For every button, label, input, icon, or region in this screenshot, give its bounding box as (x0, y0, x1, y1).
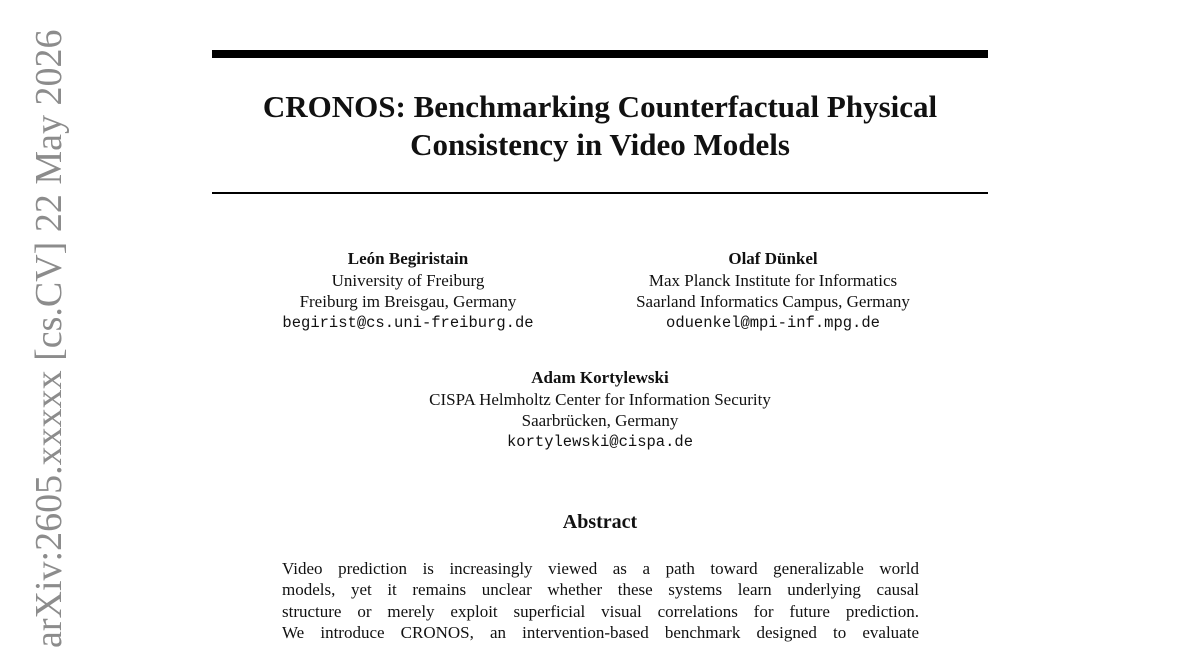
author-name: León Begiristain (347, 249, 469, 268)
author-affiliation: Max Planck Institute for Informatics (648, 270, 898, 290)
author-email[interactable]: kortylewski@cispa.de (506, 432, 694, 451)
title-bottom-rule (212, 192, 988, 194)
abstract-line: We introduce CRONOS, an intervention-based benchmark designed to evaluate (282, 622, 919, 642)
author-email[interactable]: oduenkel@mpi-inf.mpg.de (666, 313, 880, 332)
paper-title (212, 88, 988, 164)
abstract-line: Video prediction is increasingly viewed as a path toward generalizable world (282, 559, 919, 578)
abstract-body (282, 558, 919, 643)
author-block-duenkel (598, 248, 948, 334)
abstract-heading: Abstract (562, 511, 638, 533)
author-location: Saarbrücken, Germany (521, 411, 679, 430)
title-line-1: CRONOS: Benchmarking Counterfactual Physical (262, 89, 938, 124)
author-name: Adam Kortylewski (531, 368, 669, 387)
author-block-kortylewski (380, 367, 820, 453)
author-location: Saarland Informatics Campus, Germany (636, 292, 910, 311)
author-name: Olaf Dünkel (728, 249, 818, 268)
author-location: Freiburg im Breisgau, Germany (299, 292, 517, 311)
title-line-2: Consistency in Video Models (410, 127, 790, 162)
author-block-begiristain (258, 248, 558, 334)
author-email[interactable]: begirist@cs.uni-freiburg.de (282, 313, 534, 332)
arxiv-side-stamp (28, 29, 70, 648)
title-top-rule (212, 50, 988, 58)
abstract-line: models, yet it remains unclear whether these systems learn underlying causal (282, 580, 919, 600)
author-affiliation: CISPA Helmholtz Center for Information Security (429, 389, 771, 409)
arxiv-stamp-text: arXiv:2605.xxxxx [cs.CV] 22 May 2026 (28, 29, 70, 648)
author-affiliation: University of Freiburg (331, 270, 485, 290)
abstract-line: structure or merely exploit superficial visual correlations for future prediction. (282, 601, 919, 621)
